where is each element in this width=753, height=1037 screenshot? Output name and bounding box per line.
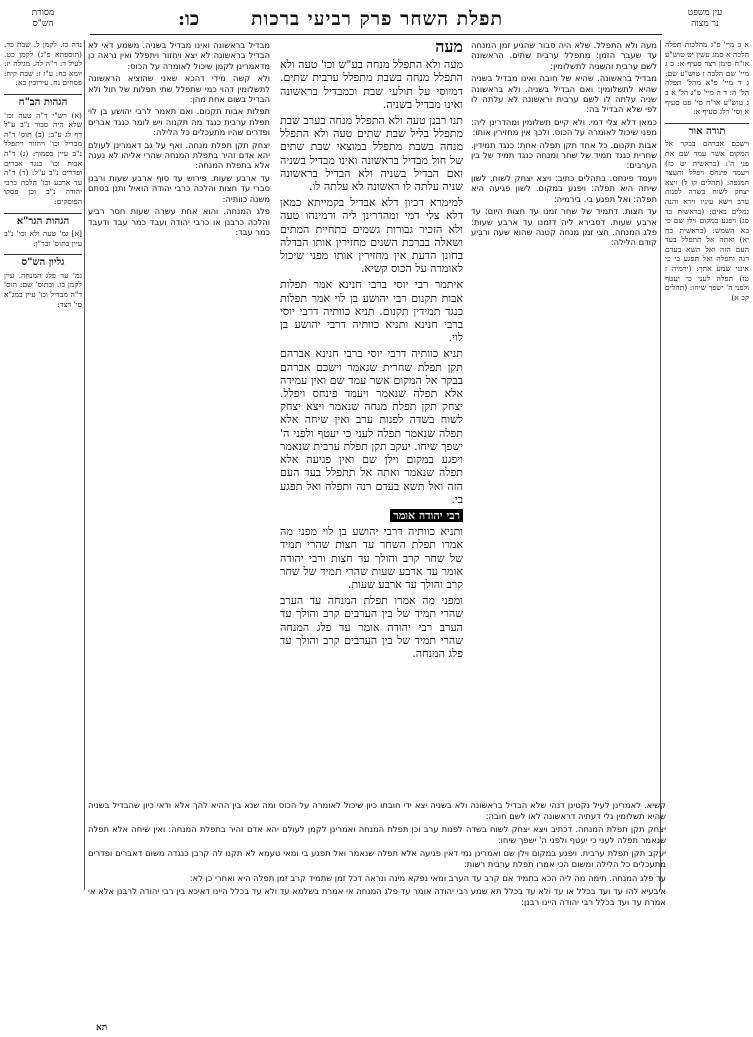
highlighted-phrase: רבי יהודה אומר [390,509,463,522]
header-rule [90,34,662,35]
bottom-paragraph: קשיא. לאמרינן לעיל נקטינן דנהי שלא הבדיל בראשונה ולא בשניה יצא ידי חובתו כיון שיכול לאומרה על הכוס ומה שנא בין ההיא להך אלא ודאי כיון שהבדיל בשניה שהיא תשלומין גלי דעתיה דראשונה לאו לשם חובה: [88,800,666,821]
catchword: תא [96,1023,108,1033]
rashi-paragraph: ויעמד פינחס. בתהלים כתיב: ויצא יצחק לשוח. לשון שיחה היא תפלה: ויפגע במקום. לשון פגיעה היא תפלה: ואל תפגע בי. בירמיה: [471,172,657,204]
rashi-paragraph: מעה ולא התפלל. שלא היה סבור שהגיע זמן המנחה עד שעבר הזמן: מתפלל ערבית שתים. הראשונה לשם ערבית והשניה לתשלומין: [471,40,657,71]
gemara-paragraph: ומפני מה אמרו תפלת המנחה עד הערב שהרי תמיד של בין הערבים קרב והולך עד הערב רבי יהודה אומר עד פלג המנחה שהרי תמיד של בין הערבים קרב והולך עד פלג המנחה. [280,594,463,660]
tosafot-commentary [88,40,270,890]
column-divider [660,40,661,890]
hagahot-hagra-heading: הגהות הגר"א [4,213,82,227]
tosafot-paragraph: מבדיל בראשונה ואינו מבדיל בשניה. משמע דאי לא הבדיל בראשונה לא יצא ויחזור ויתפלל ואין נראה כן מדאמרינן לקמן שיכול לאומרה על הכוס: [88,40,270,71]
gemara-paragraph: איתמר רבי יוסי ברבי חנינא אמר תפלות אבות תקנום רבי יהושע בן לוי אמר תפלות כנגד תמידין תקנום. תניא כוותיה דרבי יוסי ברבי חנינא ותניא כוותיה דרבי יהושע בן לוי. [280,278,463,345]
gilyon-hashas-text: גמ' עד פלג המנחה. עיין לקמן כז. ובתוס' שם: תוס' ד"ה מבדיל וכו' עיין במג"א סי' רצד: [4,270,82,309]
column-divider [84,40,85,890]
ein-mishpat-caption: עין משפט נר מצוה [687,8,723,29]
rashi-paragraph: אבות תקנום. כל אחד תקן תפלה אחת: כנגד תמידין. שחרית כנגד תמיד של שחר ומנחה כנגד תמיד של בין הערבים: [471,139,657,171]
masoret-hashas-caption: מסורת הש"ס [31,8,55,29]
hagahot-hagra-text: [א] גמ' טעה ולא וכו' נ"ב עיין בתוס' ובר"ן: [4,229,82,248]
bottom-paragraph: איבעיא להו עד ועד בכלל או עד ולא עד בכלל תא שמע רבי יהודה אומר עד פלג המנחה אי אמרת בשלמא עד ולא עד בכלל היינו דאיכא בין רבי יהודה לרבנן אלא אי אמרת עד ועד בכלל רבי יהודה היינו רבנן: [88,886,666,907]
torah-or-heading: תורה אור [665,123,749,137]
bottom-commentary [88,800,666,1032]
gemara-paragraph: מעה ולא התפלל מנחה בע"ש וכו' טעה ולא התפלל מנחה בשבת מתפלל ערבית שתים. דמיוסי על תולעי שבת וכמבדיל בראשונה ואינו מבדיל בשניה. [280,58,463,111]
gilyon-hashas-heading: גליון הש"ס [4,254,82,268]
rashi-paragraph: מבדיל בראשונה. שהיא של חובה ואינו מבדיל בשניה שהיא לתשלומין: ואם הבדיל בשניה. ולא בראשונה שניה עלתה לו לשם ערבית וראשונה לא עלתה לו לפי שלא הבדיל בה: [471,73,657,115]
rashi-commentary [471,40,657,890]
bottom-paragraph: יעקב תקן תפלת ערבית. ויפגע במקום וילן שם ואמרינן נמי דאין פגיעה אלא תפלה שנאמר ואל תפגע בי ומאי טעמא לא תקנו לה קרבן כנגדה משום דאברים ופדרים מתעכלים כל הלילה ומשום הכי אמרו תפלת ערבית רשות: [88,848,666,869]
gemara-paragraph: ותניא כוותיה דרבי יהושע בן לוי מפני מה אמרו תפלת השחר עד חצות שהרי תמיד של שחר קרב והולך עד חצות ורבי יהודה אומר עד ארבע שעות שהרי תמיד של שחר קרב והולך עד ארבע שעות. [280,525,463,591]
bottom-paragraph: עד פלג המנחה. תימה מה ליה הכא בתמיד אם קרב עד הערב ומאי נפקא מינה ונראה דכל זמן שתמיד קרב זמן תפלה היא ואחרי כן לא: [189,872,666,883]
gemara-paragraph [280,509,463,522]
ein-mishpat-text: א ב מיי' פ"ג מהלכות תפלה הלכה א סמג עשין יט טוש"ע או"ח סימן רצד סעיף א: ב ג מיי' שם הלכה ז טוש"ע שם: ג ד מיי' פ"א מהל' תפלה הל' ה: ד ה מיי' פ"ג הל' א ב ג טוש"ע או"ח סי' פט סעיף א וסי' רלג סעיף א: [665,40,749,117]
gemara-paragraph: למימרא דכיון דלא אבדיל בקמייתא כמאן דלא צלי דמי ומהדרינן ליה ורמינהו טעה ולא הזכיר גבורות גשמים בתחיית המתים ושאלה בברכת השנים מחזירין אותו הבדלה בחונן הדעת אין מחזירין אותו מפני שיכול לאומרה על הכוס קשיא. [280,196,463,276]
tosafot-paragraph: ולא קשה מידי דהכא שאני שהוציא הראשונה לתשלומין דהוי כמי שתפלל שתי תפלות של חול ולא הבדיל בשום אחת מהן: [88,73,270,105]
gemara-opening [280,40,463,55]
hagahot-habach-text: (א) רש"י ד"ה טעה וכו' שלא היה סבור נ"ב ע"ל דף לג ע"ב: (ב) תוס' ד"ה מבדיל וכו' ויחזור ויתפלל נ"ב עיין בסמוך: (ג) ד"ה אבות וכו' כנגד אברים ופדרים נ"ב ע"ל: (ד) ד"ה עד ארבע וכו' הלכה כרבי יהודה נ"ב וכן פסקו הפוסקים: [4,110,82,206]
tosafot-paragraph: עד ארבע שעות. פירוש עד סוף ארבע שעות ורבנן סברי עד חצות והלכה כרבי יהודה הואיל ותנן בסתם משנה כוותיה: [88,172,270,204]
rashi-paragraph: עד חצות. דתמיד של שחר זמנו עד חצות היום: עד ארבע שעות. דסבירא ליה דזמנו עד ארבע שעות: פלג המנחה. חצי זמן מנחה קטנה שהוא שעה ורביע קודם הלילה: [471,206,657,248]
gemara-paragraph: תניא כוותיה דרבי יוסי ברבי חנינא אברהם תקן תפלת שחרית שנאמר וישכם אברהם בבקר אל המקום אשר עמד שם ואין עמידה אלא תפלה שנאמר ויעמד פינחס ויפלל. יצחק תקן תפלת מנחה שנאמר ויצא יצחק לשוח בשדה לפנות ערב ואין שיחה אלא תפלה שנאמר תפלה לעני כי יעטף ולפני ה' ישפך שיחו. יעקב תקן תפלת ערבית שנאמר ויפגע במקום וילן שם ואין פגיעה אלא תפלה שנאמר ואתה אל תתפלל בעד העם הזה ואל תשא בעדם רנה ותפלה ואל תפגע בי. [280,347,463,506]
gemara-paragraph: תנו רבנן טעה ולא התפלל מנחה בערב שבת מתפלל בליל שבת שתים טעה ולא התפלל מנחה בשבת מתפלל במוצאי שבת שתים של חול מבדיל בראשונה ואינו מבדיל בשניה ואם הבדיל בשניה ולא הבדיל בראשונה שניה עלתה לו ראשונה לא עלתה לו. [280,114,463,194]
page-title: תפלת השחר פרק רביעי ברכות [250,8,504,30]
torah-or-text: וישכם אברהם בבקר אל המקום אשר עמד שם את פני ה': (בראשית יט כז) ויעמד פינחס ויפלל ותעצר המגפה: (תהלים קו ל) ויצא יצחק לשוח בשדה לפנות ערב וישא עיניו וירא והנה גמלים באים: (בראשית כד סג) ויפגע במקום וילן שם כי בא השמש: (בראשית כח יא) ואתה אל תתפלל בעד העם הזה ואל תשא בעדם רנה ותפלה ואל תפגע בי כי אינני שמע אתך: (ירמיה ז טז) תפלה לעני כי יעטף ולפני ה' ישפך שיחו: (תהלים קב א) [665,139,749,302]
gemara-text [280,40,463,890]
masoret-hashas-column [4,40,82,1030]
tosafot-paragraph: פלג המנחה. והוא אחת עשרה שעות חסר רביע והלכה כרבנן או כרבי יהודה ועבד כמר עבד ודעבד כמר עבד: [88,206,270,237]
tosafot-paragraph: תפלות אבות תקנום. ואם תאמר לרבי יהושע בן לוי תפלת ערבית כנגד מה תקנוה ויש לומר כנגד אברים ופדרים שהיו מתעכלים כל הלילה: [88,106,270,138]
ein-mishpat-column [665,40,749,1030]
rashi-paragraph: כמאן דלא צלי דמי. ולא קיים תשלומין ומהדרינן ליה: מפני שיכול לאומרה על הכוס. ולכך אין מחזירין אותו: [471,116,657,138]
hagahot-habach-heading: הגהות הב"ח [4,94,82,108]
bottom-paragraph: יצחק תקן תפלת המנחה. דכתיב ויצא יצחק לשוח בשדה לפנות ערב וכן תפלת המנחה ואמרינן לקמן לעולם יהא אדם זהיר בתפלת המנחה: ואין שיחה אלא תפלה שנאמר תפלה לעני כי יעטף ולפני ה' ישפך שיחו: [88,824,666,845]
tosafot-paragraph: יצחק תקן תפלת מנחה. ואף על גב דאמרינן לעולם יהא אדם זהיר בתפלת המנחה שהרי אליהו לא נענה אלא בתפלת המנחה: [88,139,270,171]
masoret-hashas-text: נדה כז. לקמן ל. שבת כד. (תוספתא פ"ג) לקמן כט. לעיל ד: ר"ה לה. מגילה יז: יומא כח: ע"ז ז: שבת קיח: פסחים נח. עירובין כא: [4,40,82,88]
page-header [0,4,753,34]
folio-number: כו: [178,8,200,30]
opening-word: מעה [435,40,463,56]
